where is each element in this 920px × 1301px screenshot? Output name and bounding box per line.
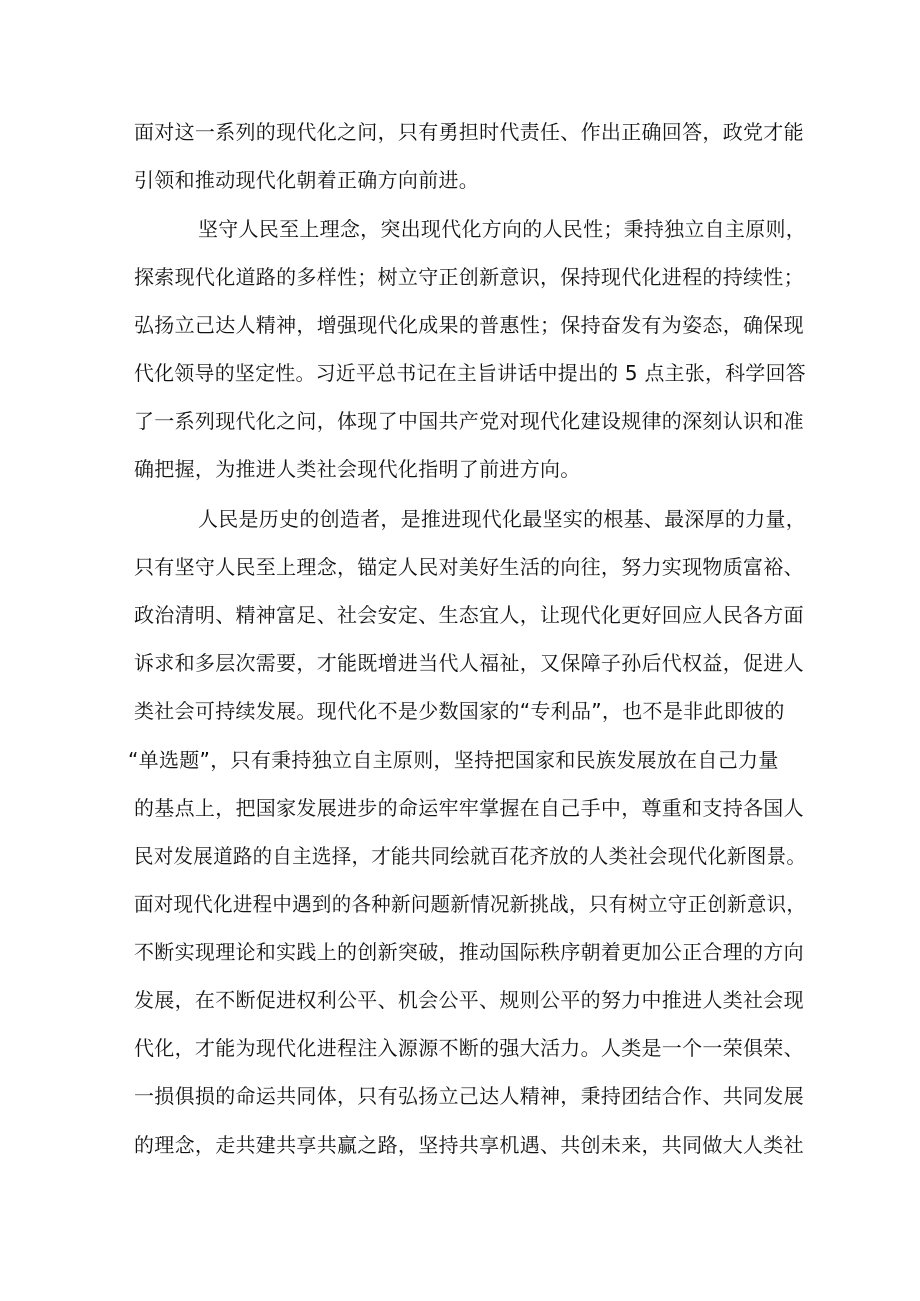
text-line: 的理念，走共建共享共赢之路，坚持共享机遇、共创未来，共同做大人类社 [134,1133,804,1157]
text-line: 发展，在不断促进权利公平、机会公平、规则公平的努力中推进人类社会现 [134,988,804,1012]
text-line: 政治清明、精神富足、社会安定、生态宜人，让现代化更好回应人民各方面 [134,603,804,627]
text-line: 探索现代化道路的多样性；树立守正创新意识，保持现代化进程的持续性； [134,265,804,289]
text-line: 了一系列现代化之问，体现了中国共产党对现代化建设规律的深刻认识和准 [134,409,804,433]
text-line: 面对现代化进程中遇到的各种新问题新情况新挑战，只有树立守正创新意识， [134,892,807,916]
text-line: 弘扬立己达人精神，增强现代化成果的普惠性；保持奋发有为姿态，确保现 [134,313,804,337]
text-line: 只有坚守人民至上理念，锚定人民对美好生活的向往，努力实现物质富裕、 [134,555,804,579]
text-line: 不断实现理论和实践上的创新突破，推动国际秩序朝着更加公正合理的方向 [134,940,804,964]
text-line: 人民是历史的创造者，是推进现代化最坚实的根基、最深厚的力量， [198,507,806,531]
text-line: 坚守人民至上理念，突出现代化方向的人民性；秉持独立自主原则， [198,217,806,241]
text-line: 的基点上，把国家发展进步的命运牢牢掌握在自己手中，尊重和支持各国人 [134,796,804,820]
text-line: 代化领导的坚定性。习近平总书记在主旨讲话中提出的 5 点主张，科学回答 [134,361,806,385]
text-line: 民对发展道路的自主选择，才能共同绘就百花齐放的人类社会现代化新图景。 [134,844,807,868]
text-line: “单选题”，只有秉持独立自主原则，坚持把国家和民族发展放在自己力量 [128,748,779,772]
text-line: 诉求和多层次需要，才能既增进当代人福祉，又保障子孙后代权益，促进人 [134,651,804,675]
text-line: 面对这一系列的现代化之问，只有勇担时代责任、作出正确回答，政党才能 [134,120,804,144]
text-line: 引领和推动现代化朝着正确方向前进。 [134,168,480,192]
text-line: 一损俱损的命运共同体，只有弘扬立己达人精神，秉持团结合作、共同发展 [134,1084,804,1108]
text-line: 代化，才能为现代化进程注入源源不断的强大活力。人类是一个一荣俱荣、 [134,1036,804,1060]
text-line: 类社会可持续发展。现代化不是少数国家的“专利品”，也不是非此即彼的 [134,699,785,723]
text-line: 确把握，为推进人类社会现代化指明了前进方向。 [134,457,581,481]
